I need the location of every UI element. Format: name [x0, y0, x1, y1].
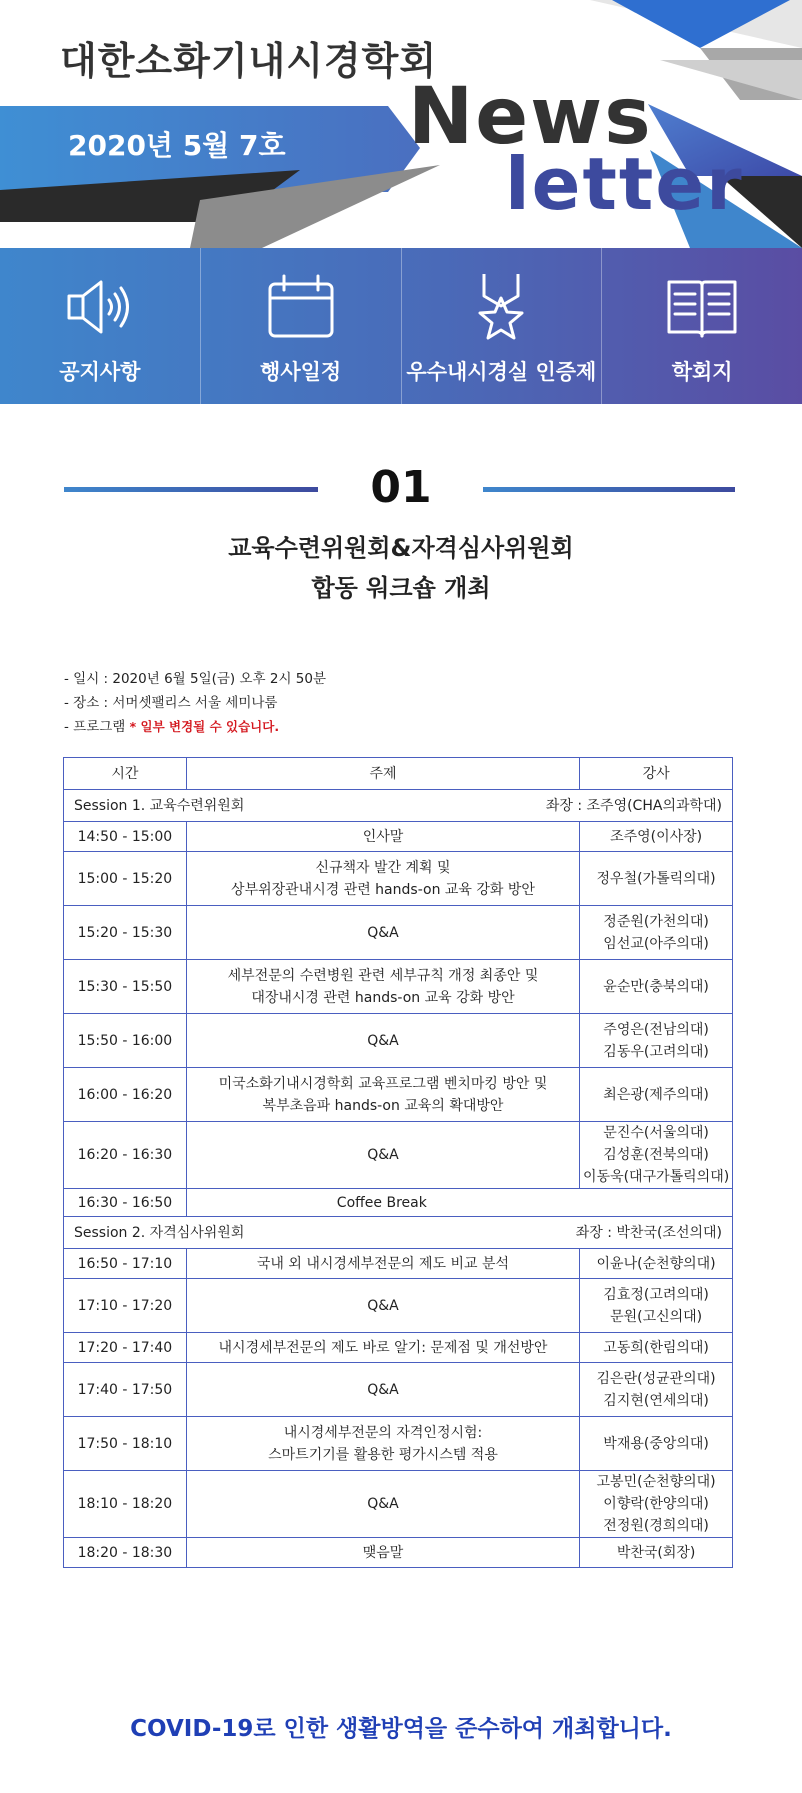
table-row: [64, 1417, 733, 1471]
topic-cell: [186, 1249, 579, 1279]
table-row: [64, 960, 733, 1014]
nav-label-certification: 우수내시경실 인증제: [406, 360, 597, 384]
time-cell: 17:50 - 18:10: [64, 1417, 187, 1471]
topic-line: 상부위장관내시경 관련 hands-on 교육 강화 방안: [231, 881, 535, 898]
speaker-name: 김성훈(전북의대): [603, 1147, 709, 1163]
time-cell: 16:30 - 16:50: [64, 1189, 187, 1217]
time-cell: 18:10 - 18:20: [64, 1471, 187, 1538]
speaker-name: 윤순만(충북의대): [603, 978, 709, 995]
topic-line: 맺음말: [362, 1544, 404, 1561]
speaker-name: 이윤나(순천향의대): [596, 1255, 716, 1272]
session-row: [64, 790, 733, 822]
topic-line: Q&A: [367, 924, 399, 941]
speaker-cell: [580, 1122, 733, 1189]
speaker-cell: [580, 1014, 733, 1068]
session-row: [64, 1217, 733, 1249]
section-title: [0, 528, 802, 608]
topic-line: 신규책자 발간 계획 및: [315, 859, 451, 876]
topic-line: Q&A: [367, 1297, 399, 1314]
speaker-name: 문진수(서울의대): [603, 1125, 709, 1141]
topic-line: 인사말: [362, 828, 404, 845]
section-title-line2: 합동 워크숍 개최: [311, 574, 491, 602]
topic-cell: [186, 1538, 579, 1568]
header-time: 시간: [64, 758, 187, 790]
topic-line: 복부초음파 hands-on 교육의 확대방안: [262, 1097, 504, 1114]
speaker-name: 김동우(고려의대): [603, 1043, 709, 1060]
topic-cell: [186, 1471, 579, 1538]
coffee-break-row: [64, 1189, 733, 1217]
speaker-name: 최은광(제주의대): [603, 1086, 709, 1103]
nav-label-journal: 학회지: [671, 360, 733, 384]
topic-line: 스마트기기를 활용한 평가시스템 적용: [268, 1446, 498, 1463]
speaker-cell: [580, 1538, 733, 1568]
speaker-cell: [580, 1333, 733, 1363]
nav-label-schedule: 행사일정: [260, 360, 342, 384]
time-cell: 16:00 - 16:20: [64, 1068, 187, 1122]
topic-cell: [186, 822, 579, 852]
program-label: - 프로그램: [64, 719, 126, 735]
nav-item-notice[interactable]: [0, 248, 200, 404]
coffee-break-label: Coffee Break: [186, 1189, 732, 1217]
schedule-body: [64, 790, 733, 1568]
table-row: [64, 1471, 733, 1538]
footer-notice: COVID-19로 인한 생활방역을 준수하여 개최합니다.: [130, 1716, 672, 1742]
topic-line: 미국소화기내시경학회 교육프로그램 벤치마킹 방안 및: [218, 1075, 548, 1092]
table-row: [64, 1068, 733, 1122]
table-row: [64, 1279, 733, 1333]
speaker-cell: [580, 852, 733, 906]
table-row: [64, 1122, 733, 1189]
nav-item-certification[interactable]: [401, 248, 602, 404]
session-chair: 좌장 : 박찬국(조선의대): [575, 1224, 722, 1241]
topic-line: 내시경세부전문의 자격인정시험:: [283, 1424, 483, 1441]
table-header-row: [64, 758, 733, 790]
topic-line: 국내 외 내시경세부전문의 제도 비교 분석: [256, 1255, 510, 1272]
schedule-table: [63, 757, 733, 1568]
event-date: - 일시 : 2020년 6월 5일(금) 오후 2시 50분: [64, 671, 326, 687]
section-divider-right: [483, 487, 735, 492]
header-speaker: 강사: [580, 758, 733, 790]
session-name: Session 2. 자격심사위원회: [74, 1224, 245, 1241]
speaker-name: 이향락(한양의대): [603, 1496, 709, 1512]
nav-label-notice: 공지사항: [59, 360, 141, 384]
topic-cell: [186, 960, 579, 1014]
speaker-name: 박찬국(회장): [616, 1544, 696, 1561]
table-row: [64, 1333, 733, 1363]
speaker-name: 정우철(가톨릭의대): [596, 870, 716, 887]
table-row: [64, 1538, 733, 1568]
topic-line: Q&A: [367, 1496, 399, 1512]
time-cell: 17:40 - 17:50: [64, 1363, 187, 1417]
news-wordmark: News: [408, 72, 653, 162]
newsletter-header: [0, 0, 802, 248]
topic-line: Q&A: [367, 1147, 399, 1163]
table-row: [64, 1363, 733, 1417]
topic-line: 대장내시경 관련 hands-on 교육 강화 방안: [251, 989, 515, 1006]
topic-cell: [186, 1122, 579, 1189]
speaker-cell: [580, 822, 733, 852]
time-cell: 17:10 - 17:20: [64, 1279, 187, 1333]
topic-cell: [186, 1279, 579, 1333]
time-cell: 16:20 - 16:30: [64, 1122, 187, 1189]
speaker-icon: [61, 272, 139, 342]
topic-cell: [186, 1363, 579, 1417]
speaker-name: 박재용(중앙의대): [603, 1435, 709, 1452]
session-cell: [64, 790, 733, 822]
section-title-line1: 교육수련위원회&자격심사위원회: [228, 534, 574, 562]
speaker-name: 임선교(아주의대): [603, 935, 709, 952]
speaker-cell: [580, 906, 733, 960]
topic-cell: [186, 852, 579, 906]
speaker-name: 김지현(연세의대): [603, 1392, 709, 1409]
topic-line: Q&A: [367, 1381, 399, 1398]
speaker-cell: [580, 1068, 733, 1122]
topic-cell: [186, 906, 579, 960]
calendar-icon: [262, 272, 340, 342]
award-star-icon: [462, 272, 540, 342]
org-title: 대한소화기내시경학회: [60, 39, 438, 83]
issue-label: 2020년 5월 7호: [68, 129, 286, 162]
session-name: Session 1. 교육수련위원회: [74, 797, 245, 814]
table-row: [64, 1249, 733, 1279]
speaker-cell: [580, 960, 733, 1014]
topic-cell: [186, 1333, 579, 1363]
book-icon: [663, 272, 741, 342]
time-cell: 15:50 - 16:00: [64, 1014, 187, 1068]
table-row: [64, 822, 733, 852]
speaker-name: 고봉민(순천향의대): [596, 1474, 716, 1490]
speaker-cell: [580, 1279, 733, 1333]
speaker-cell: [580, 1471, 733, 1538]
program-note: * 일부 변경될 수 있습니다.: [129, 719, 280, 734]
topic-line: Q&A: [367, 1032, 399, 1049]
speaker-name: 김은란(성균관의대): [596, 1370, 716, 1387]
speaker-cell: [580, 1363, 733, 1417]
main-nav: [0, 248, 802, 404]
nav-item-journal[interactable]: [601, 248, 802, 404]
time-cell: 18:20 - 18:30: [64, 1538, 187, 1568]
section-number: 01: [370, 462, 432, 513]
session-cell: [64, 1217, 733, 1249]
topic-cell: [186, 1417, 579, 1471]
speaker-cell: [580, 1249, 733, 1279]
speaker-name: 김효정(고려의대): [603, 1286, 709, 1303]
speaker-name: 전정원(경희의대): [603, 1518, 709, 1534]
speaker-name: 고동희(한림의대): [603, 1339, 709, 1356]
speaker-name: 조주영(이사장): [610, 828, 703, 845]
table-row: [64, 906, 733, 960]
topic-line: 세부전문의 수련병원 관련 세부규칙 개정 최종안 및: [227, 967, 539, 984]
time-cell: 14:50 - 15:00: [64, 822, 187, 852]
speaker-cell: [580, 1417, 733, 1471]
topic-cell: [186, 1014, 579, 1068]
letter-wordmark: letter: [505, 142, 744, 226]
table-row: [64, 1014, 733, 1068]
speaker-name: 정준원(가천의대): [603, 913, 709, 930]
table-row: [64, 852, 733, 906]
event-program: [64, 715, 326, 739]
speaker-name: 이동욱(대구가톨릭의대): [583, 1169, 730, 1185]
time-cell: 17:20 - 17:40: [64, 1333, 187, 1363]
time-cell: 16:50 - 17:10: [64, 1249, 187, 1279]
header-topic: 주제: [186, 758, 579, 790]
topic-cell: [186, 1068, 579, 1122]
time-cell: 15:00 - 15:20: [64, 852, 187, 906]
time-cell: 15:20 - 15:30: [64, 906, 187, 960]
session-chair: 좌장 : 조주영(CHA의과학대): [545, 797, 722, 814]
speaker-name: 주영은(전남의대): [603, 1021, 709, 1038]
nav-item-schedule[interactable]: [200, 248, 401, 404]
time-cell: 15:30 - 15:50: [64, 960, 187, 1014]
topic-line: 내시경세부전문의 제도 바로 알기: 문제점 및 개선방안: [218, 1339, 548, 1356]
event-info: [64, 667, 326, 739]
event-place: - 장소 : 서머셋팰리스 서울 세미나룸: [64, 695, 278, 711]
speaker-name: 문원(고신의대): [610, 1308, 703, 1325]
